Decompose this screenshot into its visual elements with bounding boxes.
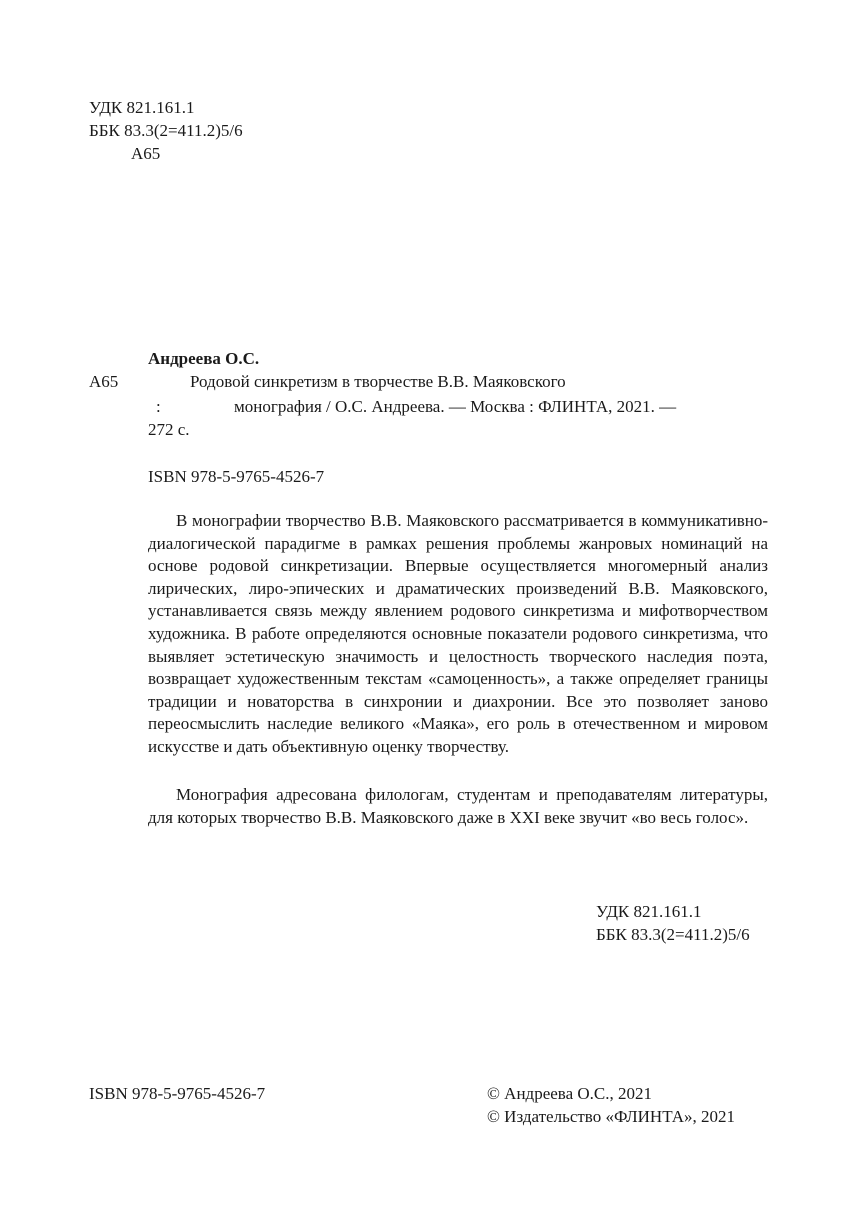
header-bbk: ББК 83.3(2=411.2)5/6 (89, 121, 243, 140)
header-author-code: А65 (131, 144, 161, 163)
header-udk: УДК 821.161.1 (89, 98, 195, 117)
bib-author: Андреева О.С. (148, 349, 260, 368)
bib-author-code: А65 (89, 372, 119, 391)
bib-isbn: ISBN 978-5-9765-4526-7 (148, 467, 325, 486)
footer-copyright-author: © Андреева О.С., 2021 (487, 1084, 652, 1103)
bib-pages: 272 с. (148, 420, 190, 439)
abstract-paragraph-2: Монография адресована филологам, студентам и преподавателям литературы, для которых творчество В.В. Маяковского даже в XXI веке звучит «во весь голос». (148, 785, 768, 827)
bib-title: Родовой синкретизм в творчестве В.В. Маяковского (190, 372, 566, 391)
abstract-paragraph-1: В монографии творчество В.В. Маяковского рассматривается в коммуникативно-диалогической парадигме в рамках решения проблемы жанровых номинаций на основе родовой синкретизации. Впервые осуществляется многомерный анализ лирических, лиро-эпических и драматических произведений В.В. Маяковского, устанавливается связь между явлением родового синкретизма и мифотворчеством художника. В работе определяются основные показатели родового синкретизма, что выявляет эстетическую значимость и целостность творческого наследия поэта, возвращает художественным текстам «самоценность», а также определяет границы традиции и новаторства в синхронии и диахронии. Все это позволяет заново переосмыслить наследие великого «Маяка», его роль в отечественном и мировом искусстве и дать объективную оценку творчеству. (148, 511, 768, 756)
bib-colon: : (156, 397, 161, 416)
footer-isbn: ISBN 978-5-9765-4526-7 (89, 1084, 266, 1103)
classification-bbk: ББК 83.3(2=411.2)5/6 (596, 925, 750, 944)
bib-publication: монография / О.С. Андреева. — Москва : ФЛИНТА, 2021. — (234, 397, 677, 416)
footer-copyright-publisher: © Издательство «ФЛИНТА», 2021 (487, 1107, 736, 1126)
classification-udk: УДК 821.161.1 (596, 902, 702, 921)
